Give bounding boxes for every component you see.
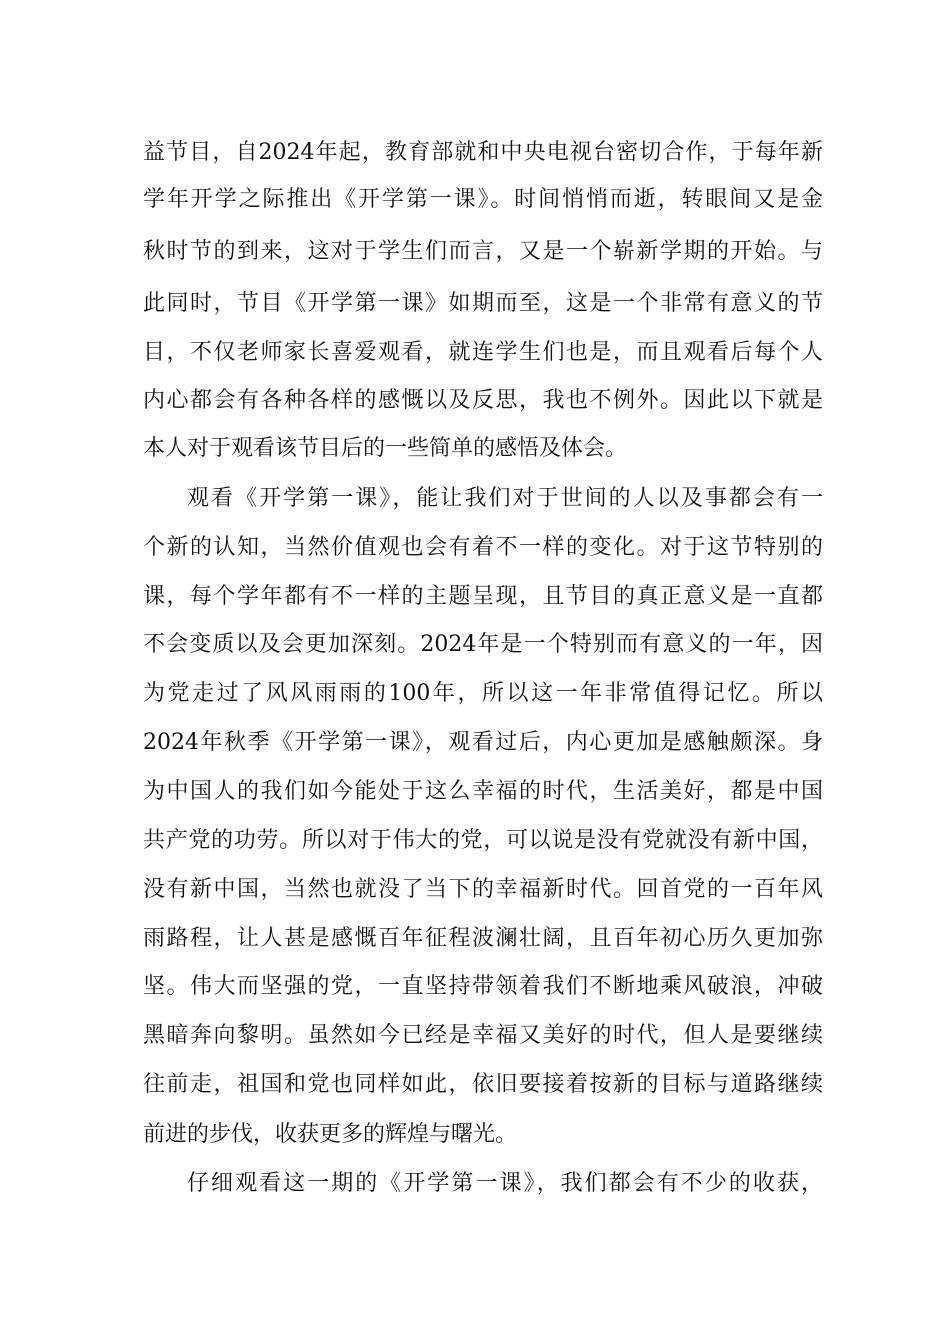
text-line-19: 黑暗奔向黎明。虽然如今已经是幸福又美好的时代，但人是要继续 [143, 1023, 823, 1048]
text-line-17: 雨路程，让人甚是感慨百年征程波澜壮阔，且百年初心历久更加弥 [143, 926, 823, 951]
text-line-13: 2024年秋季《开学第一课》，观看过后，内心更加是感触颇深。身 [143, 730, 823, 755]
text-line-4: 此同时，节目《开学第一课》如期而至，这是一个非常有意义的节 [143, 291, 823, 316]
text-line-10: 课，每个学年都有不一样的主题呈现，且节目的真正意义是一直都 [143, 584, 823, 609]
text-line-6: 内心都会有各种各样的感慨以及反思，我也不例外。因此以下就是 [143, 388, 823, 413]
text-line-2: 学年开学之际推出《开学第一课》。时间悄悄而逝，转眼间又是金 [143, 187, 823, 212]
text-line-3: 秋时节的到来，这对于学生们而言，又是一个崭新学期的开始。与 [143, 239, 823, 264]
text-line-1: 益节目，自2024年起，教育部就和中央电视台密切合作，于每年新 [143, 140, 823, 165]
text-line-11: 不会变质以及会更加深刻。2024年是一个特别而有意义的一年，因 [143, 632, 823, 657]
text-line-9: 个新的认知，当然价值观也会有着不一样的变化。对于这节特别的 [143, 535, 823, 560]
text-line-14: 为中国人的我们如今能处于这么幸福的时代，生活美好，都是中国 [143, 779, 823, 804]
text-line-5: 目，不仅老师家长喜爱观看，就连学生们也是，而且观看后每个人 [143, 340, 823, 365]
text-line-8: 观看《开学第一课》，能让我们对于世间的人以及事都会有一 [187, 486, 823, 511]
text-line-22: 仔细观看这一期的《开学第一课》，我们都会有不少的收获， [187, 1171, 823, 1196]
text-line-16: 没有新中国，当然也就没了当下的幸福新时代。回首党的一百年风 [143, 877, 823, 902]
text-line-7: 本人对于观看该节目后的一些简单的感悟及体会。 [143, 436, 628, 461]
text-line-21: 前进的步伐，收获更多的辉煌与曙光。 [143, 1122, 518, 1147]
text-line-20: 往前走，祖国和党也同样如此，依旧要接着按新的目标与道路继续 [143, 1072, 823, 1097]
text-line-18: 坚。伟大而坚强的党，一直坚持带领着我们不断地乘风破浪，冲破 [143, 974, 823, 999]
text-line-12: 为党走过了风风雨雨的100年，所以这一年非常值得记忆。所以 [143, 681, 823, 706]
text-line-15: 共产党的功劳。所以对于伟大的党，可以说是没有党就没有新中国， [143, 828, 823, 853]
